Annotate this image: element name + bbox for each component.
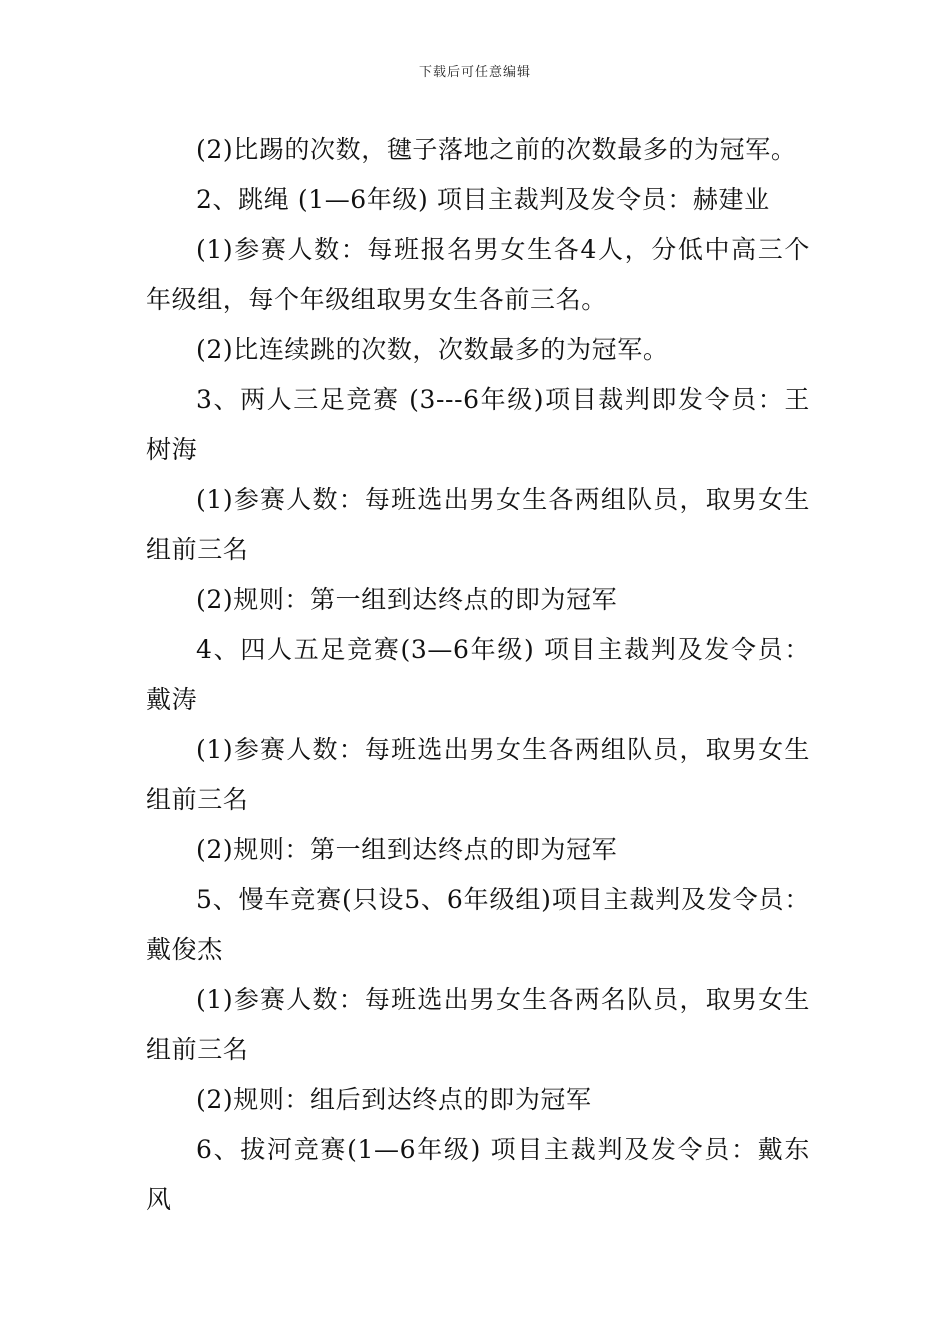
paragraph-tug-of-war-title: 6、拔河竞赛(1—6年级) 项目主裁判及发令员：戴东风 <box>146 1135 810 1214</box>
paragraph-five-legged-participants: (1)参赛人数：每班选出男女生各两组队员，取男女生组前三名 <box>146 735 810 814</box>
paragraph-shuttlecock-rule: (2)比踢的次数，毽子落地之前的次数最多的为冠军。 <box>196 135 797 164</box>
paragraph-slow-bike-rule: (2)规则：组后到达终点的即为冠军 <box>196 1085 592 1114</box>
document-body <box>146 125 810 1225</box>
paragraph-slow-bike-title: 5、慢车竞赛(只设5、6年级组)项目主裁判及发令员：戴俊杰 <box>146 885 810 964</box>
paragraph-three-legged-participants: (1)参赛人数：每班选出男女生各两组队员，取男女生组前三名 <box>146 485 810 564</box>
header-note: 下载后可任意编辑 <box>418 65 531 80</box>
paragraph-five-legged-title: 4、四人五足竞赛(3—6年级) 项目主裁判及发令员：戴涛 <box>146 635 810 714</box>
paragraph-three-legged-title: 3、两人三足竞赛 (3---6年级)项目裁判即发令员：王树海 <box>146 385 810 464</box>
paragraph-slow-bike-participants: (1)参赛人数：每班选出男女生各两名队员，取男女生组前三名 <box>146 985 810 1064</box>
paragraph-three-legged-rule: (2)规则：第一组到达终点的即为冠军 <box>196 585 618 614</box>
paragraph-five-legged-rule: (2)规则：第一组到达终点的即为冠军 <box>196 835 618 864</box>
paragraph-rope-skipping-title: 2、跳绳 (1—6年级) 项目主裁判及发令员：赫建业 <box>196 185 770 214</box>
paragraph-rope-skipping-rule: (2)比连续跳的次数，次数最多的为冠军。 <box>196 335 669 364</box>
paragraph-rope-skipping-participants: (1)参赛人数：每班报名男女生各4人，分低中高三个年级组，每个年级组取男女生各前三名。 <box>146 235 810 314</box>
